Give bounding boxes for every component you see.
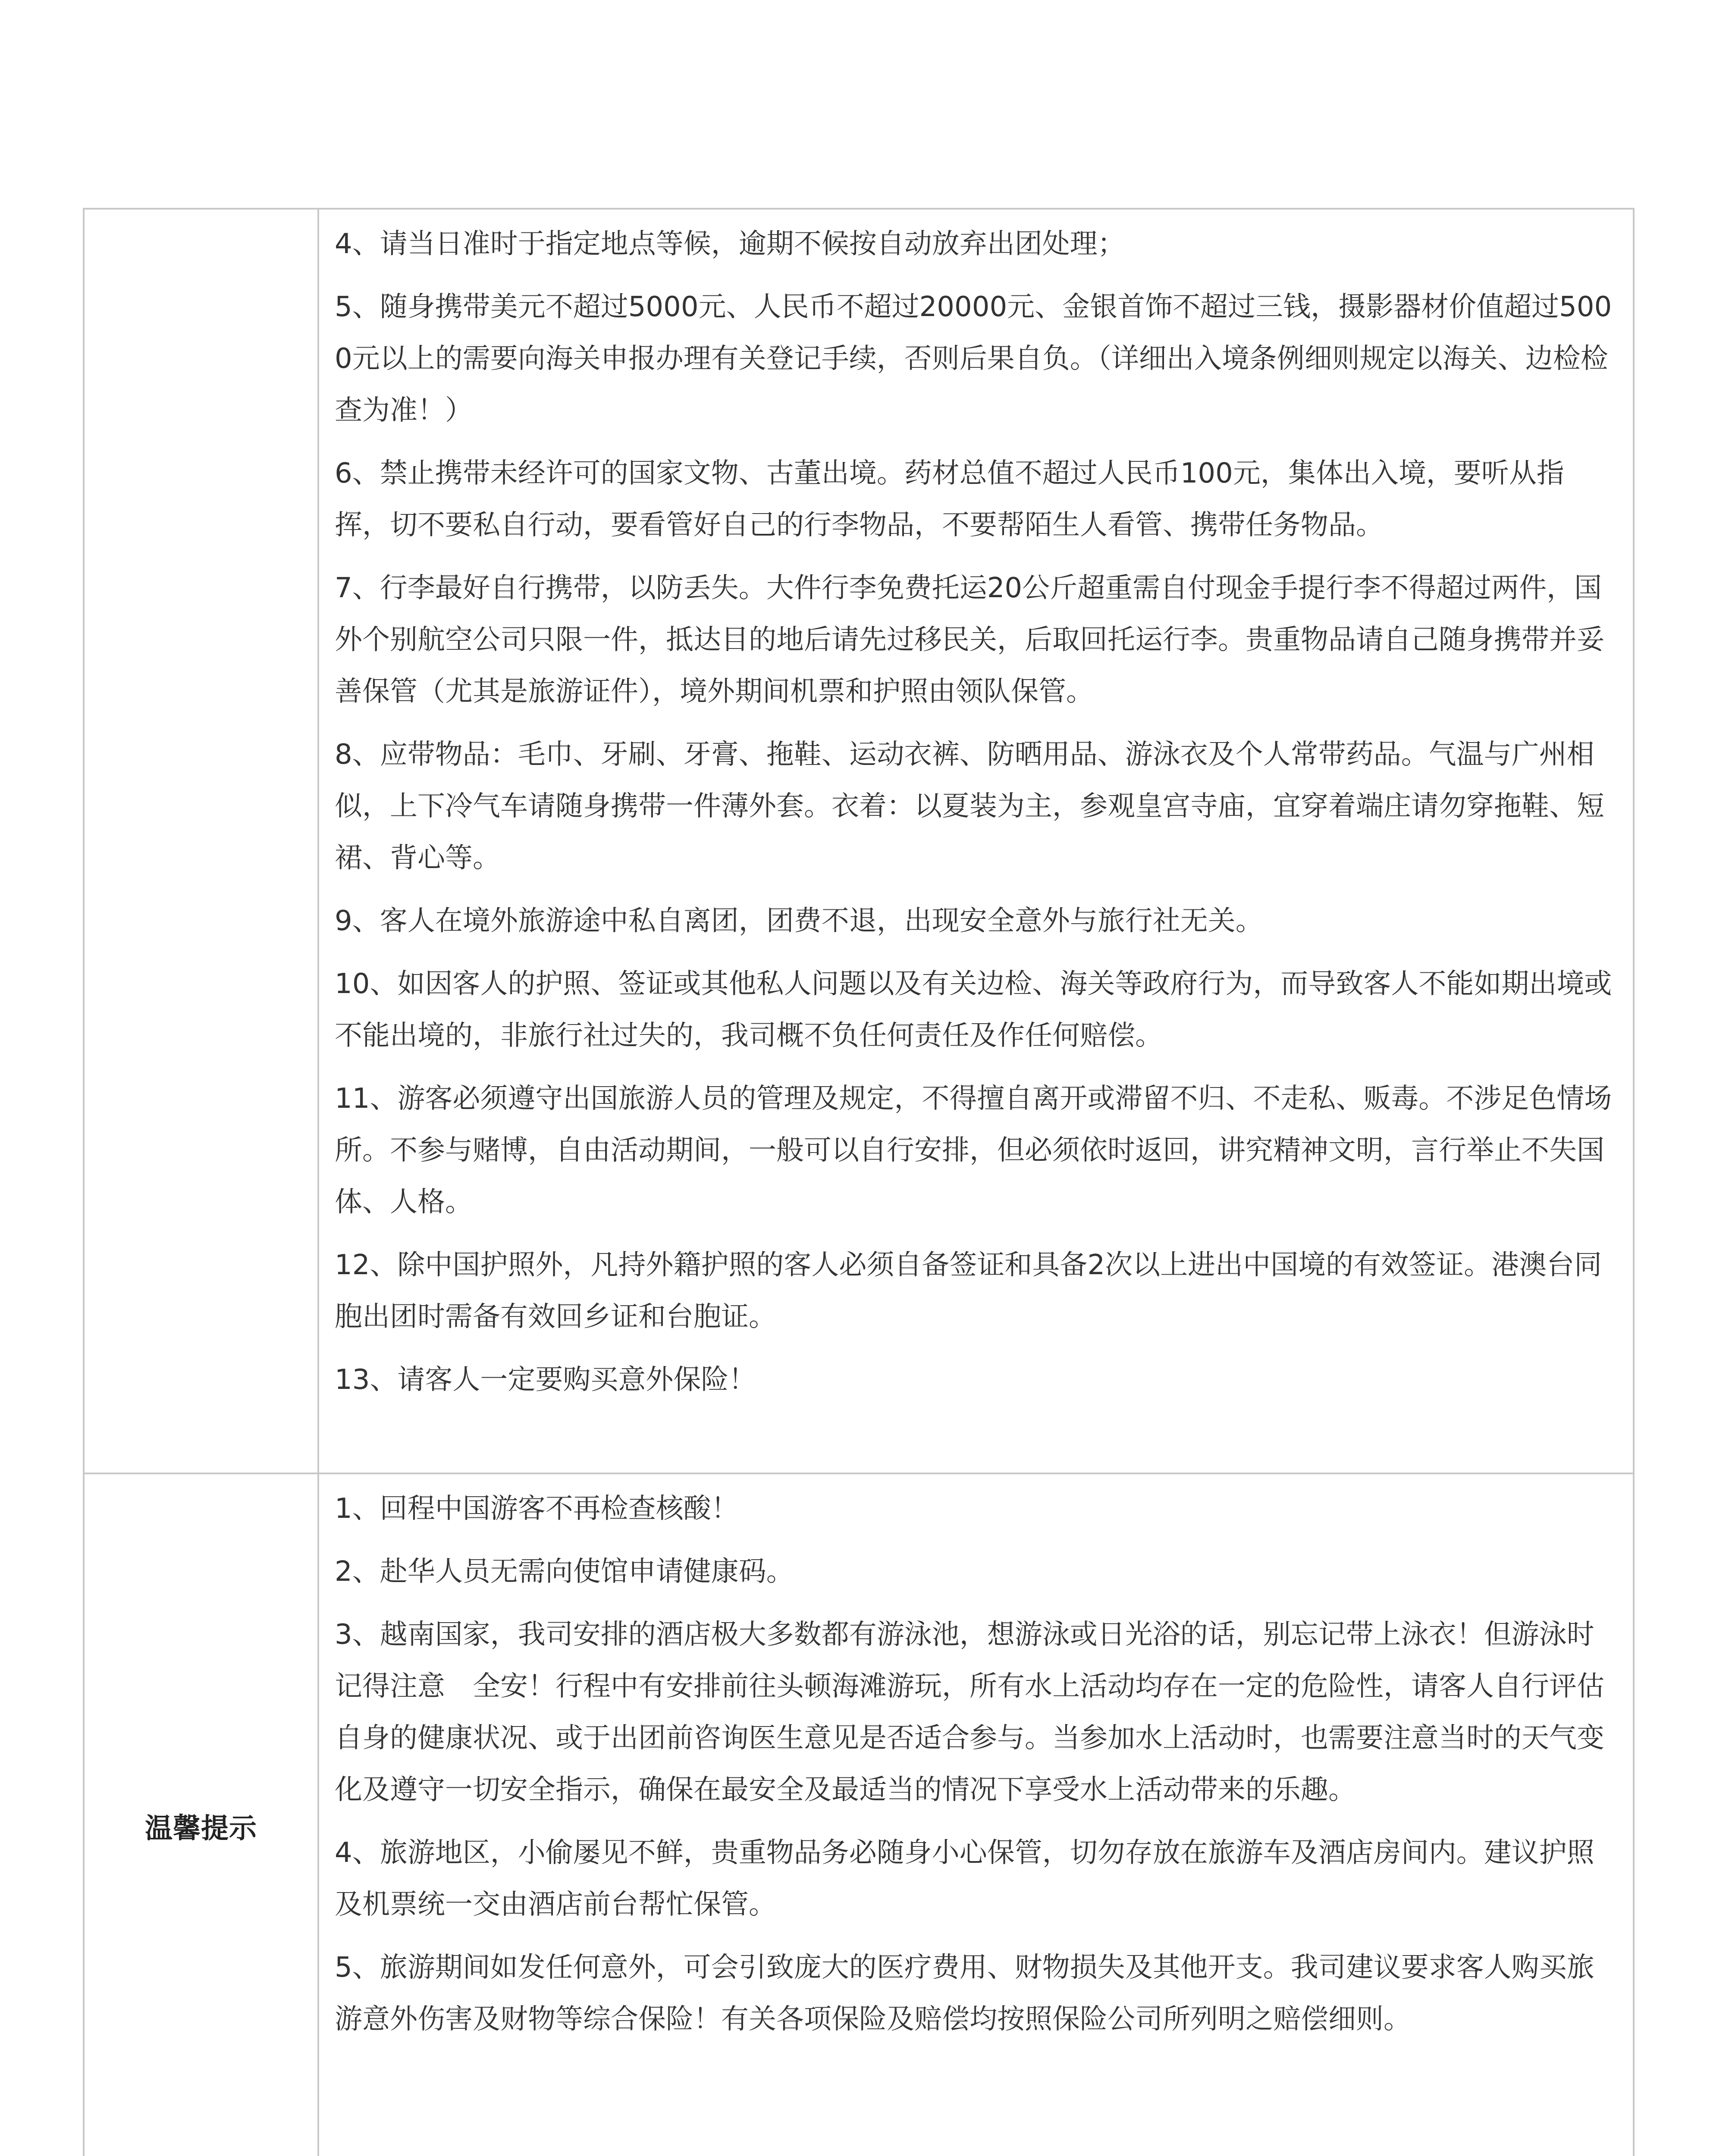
itinerary-notes-table	[83, 208, 1635, 2156]
tips-label: 温馨提示	[145, 1813, 257, 1845]
tip-item-5: 5、旅游期间如发任何意外，可会引致庞大的医疗费用、财物损失及其他开支。我司建议要求客人购买旅游意外伤害及财物等综合保险！有关各项保险及赔偿均按照保险公司所列明之赔偿细则。	[335, 1952, 1594, 2035]
note-item-13: 13、请客人一定要购买意外保险！	[335, 1364, 756, 1396]
tip-item-3: 3、越南国家，我司安排的酒店极大多数都有游泳池，想游泳或日光浴的话，别忘记带上泳衣！但游泳时记得注意 全安！行程中有安排前往头顿海滩游玩，所有水上活动均存在一定的危险性，请客人自行评估自身的健康状况、或于出团前咨询医生意见是否适合参与。当参加水上活动时，也需要注意当时的天气变化及遵守一切安全指示，确保在最安全及最适当的情况下享受水上活动带来的乐趣。	[335, 1619, 1604, 1806]
tip-item-4: 4、旅游地区，小偷屡见不鲜，贵重物品务必随身小心保管，切勿存放在旅游车及酒店房间内。建议护照及机票统一交由酒店前台帮忙保管。	[335, 1837, 1594, 1921]
note-item-9: 9、客人在境外旅游途中私自离团，团费不退，出现安全意外与旅行社无关。	[335, 905, 1263, 937]
tips-section-row	[84, 1473, 1634, 2156]
note-item-8: 8、应带物品：毛巾、牙刷、牙膏、拖鞋、运动衣裤、防晒用品、游泳衣及个人常带药品。气温与广州相似，上下冷气车请随身携带一件薄外套。衣着：以夏装为主，参观皇宫寺庙，宜穿着端庄请勿穿拖鞋、短裙、背心等。	[335, 739, 1604, 874]
note-item-4: 4、请当日准时于指定地点等候，逾期不候按自动放弃出团处理；	[335, 228, 1125, 260]
note-item-11: 11、游客必须遵守出国旅游人员的管理及规定，不得擅自离开或滞留不归、不走私、贩毒。不涉足色情场所。不参与赌博，自由活动期间，一般可以自行安排，但必须依时返回，讲究精神文明，言行举止不失国体、人格。	[335, 1083, 1612, 1218]
tip-item-2: 2、赴华人员无需向使馆申请健康码。	[335, 1556, 794, 1588]
tips-content-cell	[318, 1473, 1634, 2156]
tips-label-cell	[84, 1473, 318, 2156]
note-item-6: 6、禁止携带未经许可的国家文物、古董出境。药材总值不超过人民币100元，集体出入境，要听从指挥，切不要私自行动，要看管好自己的行李物品，不要帮陌生人看管、携带任务物品。	[335, 458, 1564, 541]
section-label-cell	[84, 209, 318, 1473]
note-item-5: 5、随身携带美元不超过5000元、人民币不超过20000元、金银首饰不超过三钱，摄影器材价值超过5000元以上的需要向海关申报办理有关登记手续，否则后果自负。（详细出入境条例细则规定以海关、边检检查为准！）	[335, 291, 1612, 426]
tip-item-1: 1、回程中国游客不再检查核酸！	[335, 1493, 739, 1525]
note-item-12: 12、除中国护照外，凡持外籍护照的客人必须自备签证和具备2次以上进出中国境的有效签证。港澳台同胞出团时需备有效回乡证和台胞证。	[335, 1249, 1602, 1333]
note-item-7: 7、行李最好自行携带，以防丢失。大件行李免费托运20公斤超重需自付现金手提行李不得超过两件，国外个别航空公司只限一件，抵达目的地后请先过移民关，后取回托运行李。贵重物品请自己随身携带并妥善保管（尤其是旅游证件），境外期间机票和护照由领队保管。	[335, 572, 1604, 708]
note-item-10: 10、如因客人的护照、签证或其他私人问题以及有关边检、海关等政府行为，而导致客人不能如期出境或不能出境的，非旅行社过失的，我司概不负任何责任及作任何赔偿。	[335, 968, 1612, 1052]
notes-section-row	[84, 209, 1634, 1473]
notes-content-cell	[318, 209, 1634, 1473]
